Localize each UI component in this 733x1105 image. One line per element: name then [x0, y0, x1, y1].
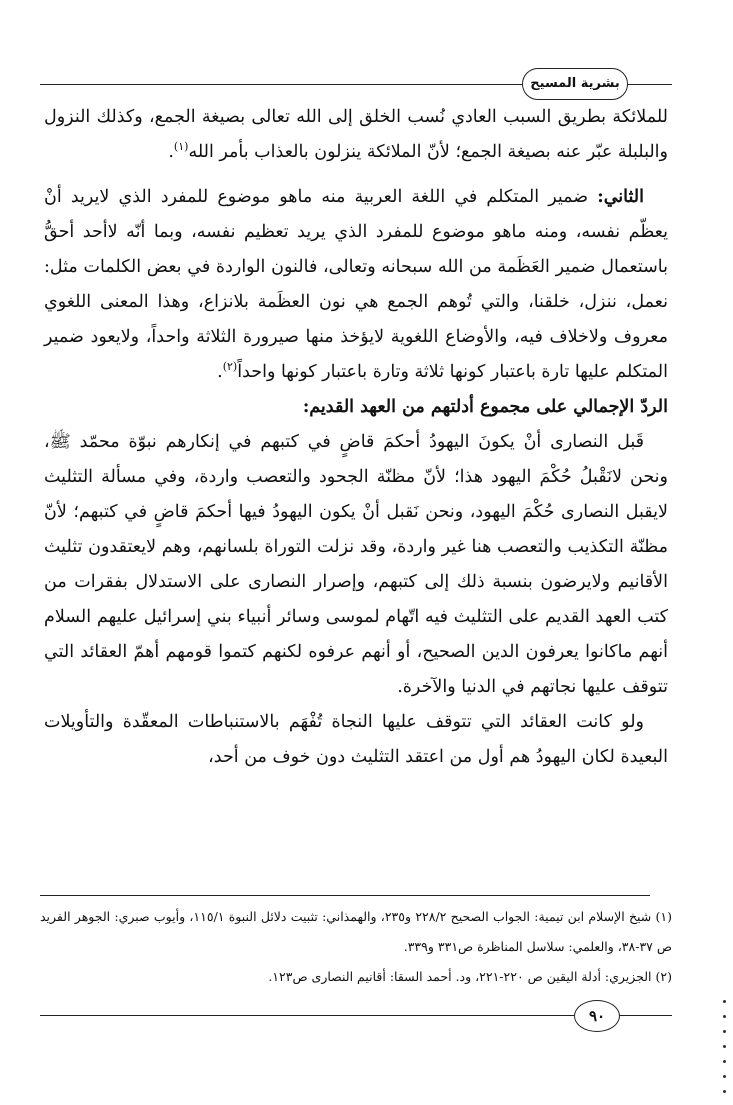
section-heading: الردّ الإجمالي على مجموع أدلتهم من العهد القديم: [302, 397, 668, 417]
paragraph-1 [44, 100, 668, 170]
footnote-1: (١) شيخ الإسلام ابن تيمية: الجواب الصحيح ٢٢٨/٢ و٢٣٥، والهمذاني: تثبيت دلائل النبوة ١١٥/١، وأيوب صبري: الجوهر الفريد ص ٣٧-٣٨، والعلمي: سلاسل المناظرة ص٣٣١ و٣٣٩. [40, 909, 673, 954]
footnote-separator [40, 895, 650, 896]
footnote-ref-2[interactable]: (٢) [222, 360, 238, 374]
paragraph-gap [44, 170, 668, 180]
footnote-ref-1[interactable]: (١) [173, 140, 189, 154]
paragraph-2-lead: الثاني: [597, 187, 644, 207]
paragraph-2-end: . [217, 362, 223, 382]
paragraph-2-text: ضمير المتكلم في اللغة العربية منه ماهو موضوع للمفرد الذي لايريد أنْ يعظّم نفسه، ومنه ماهو موضوع للمفرد الذي يريد تعظيم نفسه، وبما أنّه لاأحد أحقُّ باستعمال ضمير العَظَمة من الله سبحانه وتعالى، فالنون الواردة في بعض الكلمات مثل: نعمل، ننزل، خلقنا، والتي تُوهم الجمع هي نون العظَمة بلانزاع، وهذا المعنى اللغوي معروف ولاخلاف فيه، والأوضاع اللغوية لايؤخذ منها صيرورة الثلاثة واحداً، ولايعود ضمير المتكلم عليها تارة باعتبار كونها ثلاثة وتارة باعتبار كونها واحداً [44, 187, 668, 382]
paragraph-3: قَبل النصارى أنْ يكونَ اليهودُ أحكمَ قاضٍ في كتبهم في إنكارهم نبوّة محمّد ﷺ، ونحن لانَقْبلُ حُكْمَ اليهود هذا؛ لأنّ مظنّة الجحود والتعصب واردة، وفي مسألة التثليث لايقبل النصارى حُكْمَ اليهود، ونحن نَقبل أنْ يكون اليهودُ فيها أحكمَ قاضٍ في كتبهم؛ لأنّ مظنّة التكذيب والتعصب هنا غير واردة، وقد نزلت التوراة بلسانهم، وهم لايعتقدون تثليث الأقانيم ولايرضون بنسبة ذلك إلى كتبهم، وإصرار النصارى على الاستدلال بفقرات من كتب العهد القديم على التثليث فيه اتّهام لموسى وسائر أنبياء بني إسرائيل عليهم السلام أنهم ماكانوا يعرفون الدين الصحيح، أو أنهم عرفوه لكنهم كتموا قومهم أهمّ العقائد التي تتوقف عليها نجاتهم في الدنيا والآخرة. [44, 432, 668, 697]
paragraph-2 [44, 180, 668, 390]
footnote-2: (٢) الجزيري: أدلة اليقين ص ٢٢٠-٢٢١، ود. أحمد السقا: أقانيم النصارى ص١٢٣. [268, 969, 672, 984]
paragraph-1-text: للملائكة بطريق السبب العادي نُسب الخلق إلى الله تعالى بصيغة الجمع، وكذلك النزول والبلبلة عبّر عنه بصيغة الجمع؛ لأنّ الملائكة ينزلون بالعذاب بأمر الله [44, 107, 668, 162]
page-edge-marks [723, 1000, 729, 1105]
paragraph-1-end: . [168, 142, 174, 162]
page-number: ٩٠ [574, 1000, 620, 1032]
running-header-title: بشرية المسيح [522, 68, 628, 100]
paragraph-4: ولو كانت العقائد التي تتوقف عليها النجاة تُفْهَم بالاستنباطات المعقّدة والتأويلات البعيدة لكان اليهودُ هم أول من اعتقد التثليث دون خوف من أحد، [44, 712, 668, 767]
page-body [44, 100, 668, 775]
footnotes [40, 902, 672, 992]
